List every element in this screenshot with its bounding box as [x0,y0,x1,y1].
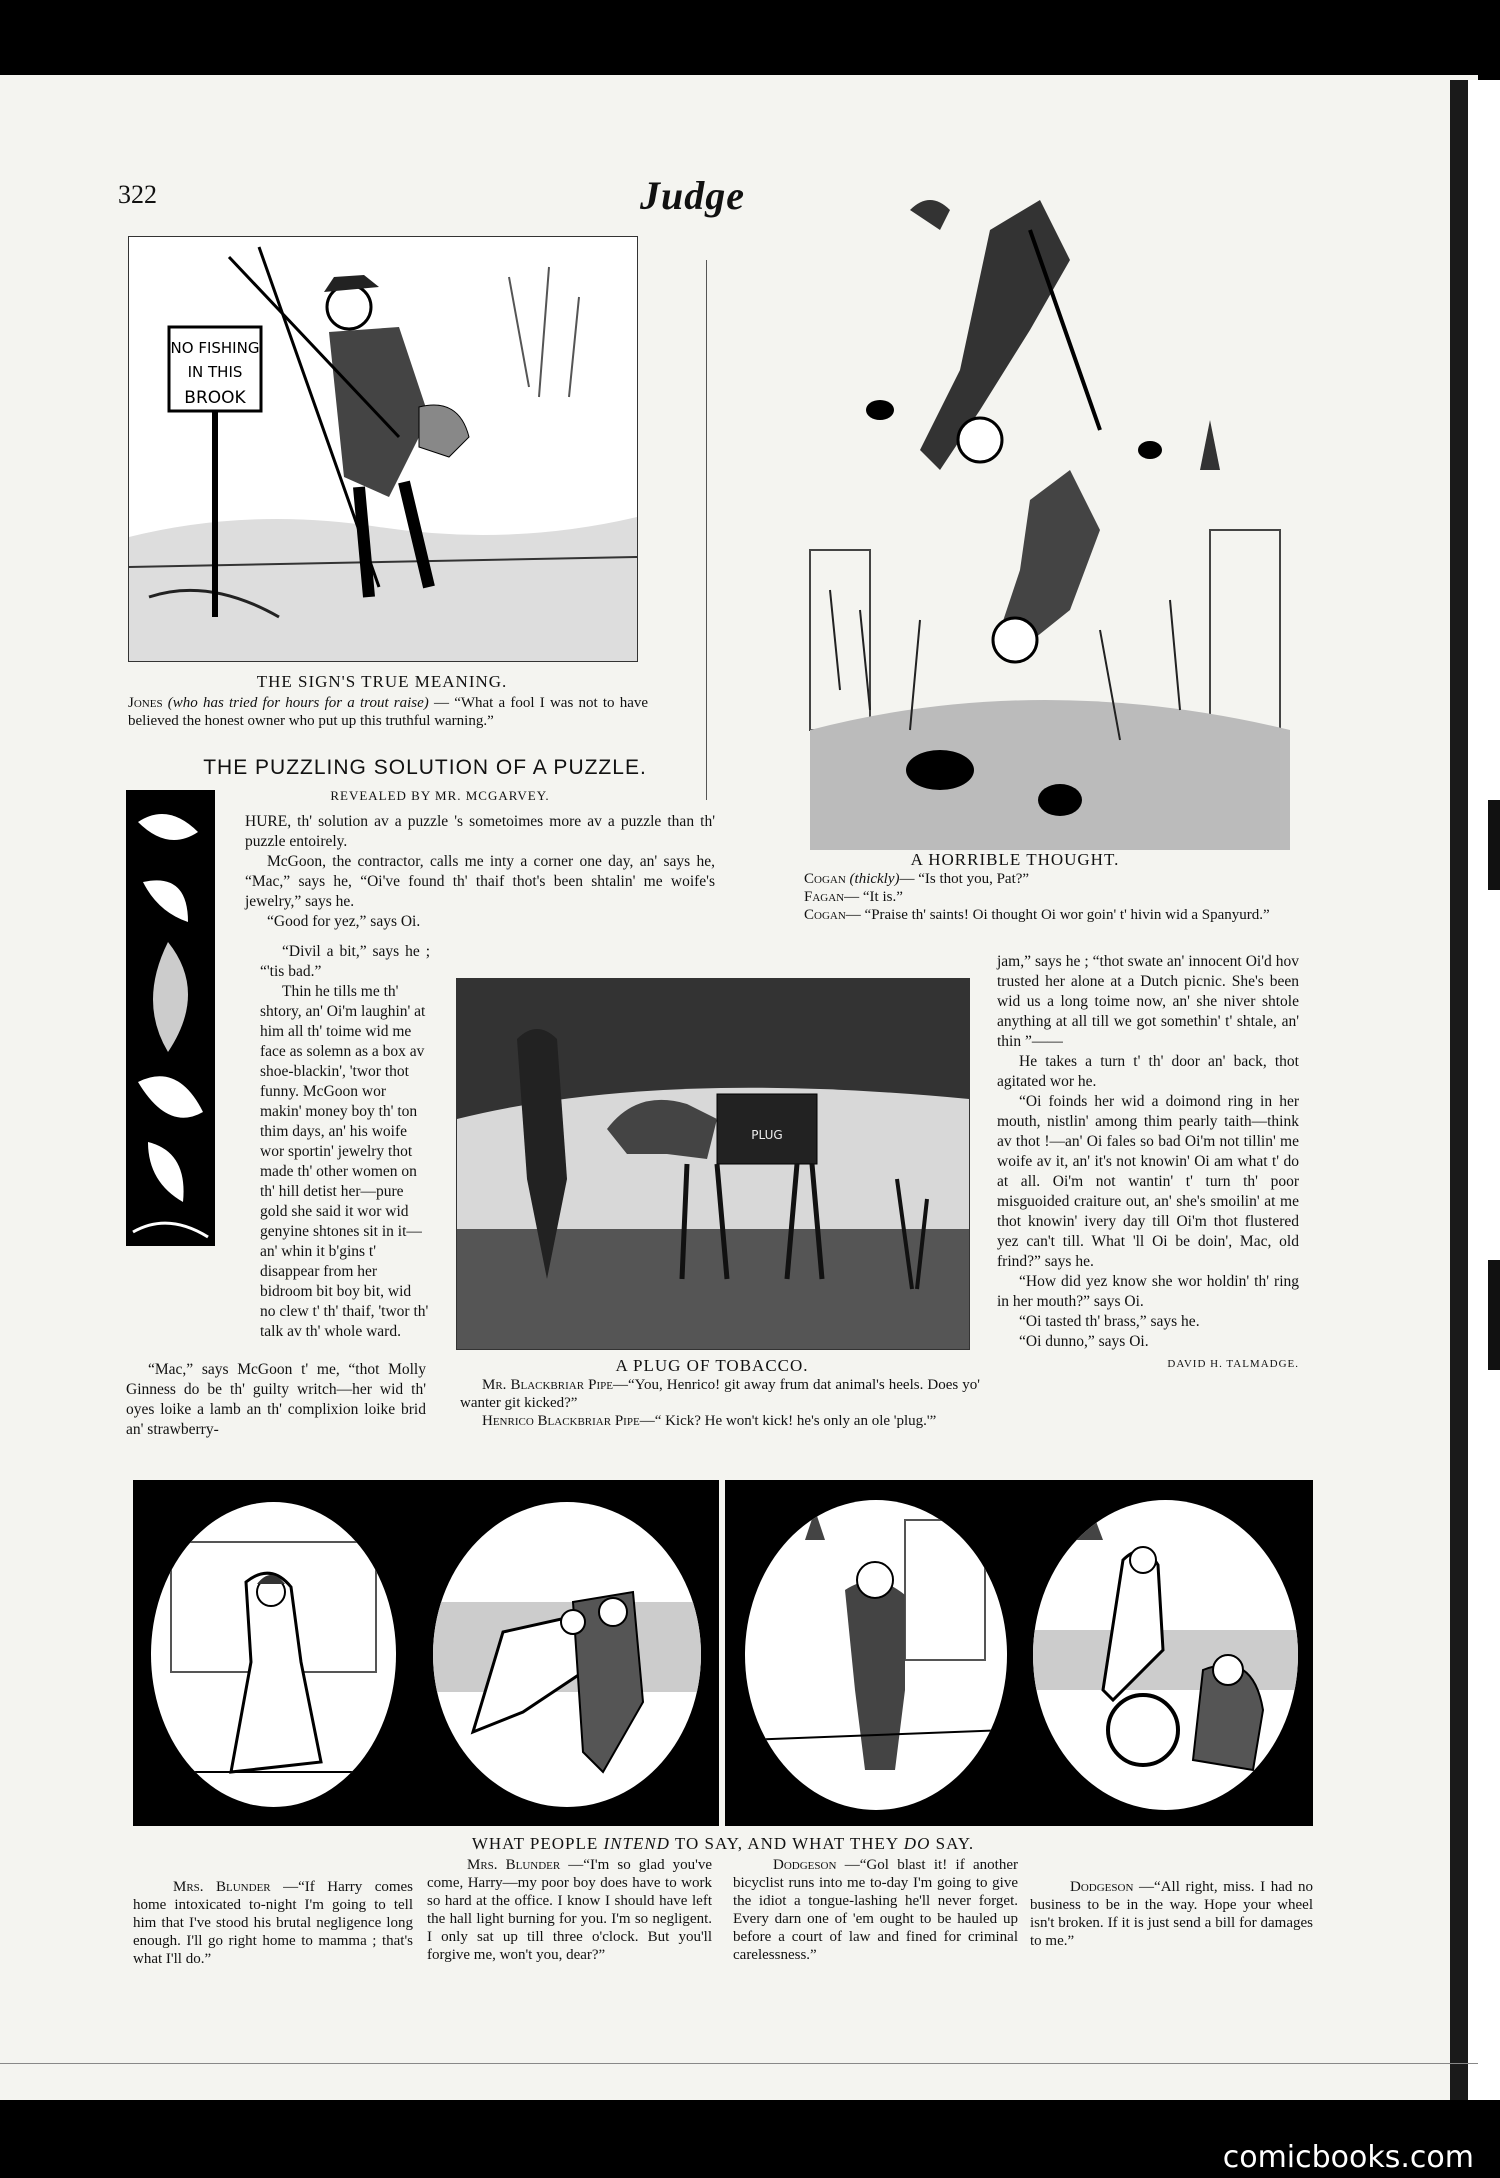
stage-direction: (thickly) [849,871,900,887]
speaker-mrs-blunder: Mrs. Blunder [467,1857,561,1873]
binding-spine [1450,80,1468,2100]
panel-dodgeson-intend [745,1500,1007,1810]
sign-line-1: NO FISHING [170,339,260,357]
story-paragraph: Thin he tills me th' shtory, an' Oi'm laughin' at him all th' toime wid me face as solemn as a box av shoe-blackin', 'twor thot funny. McGoon wor makin' money boy th' ton thim days, an' his woife wor sportin' jewelry thot made th' other women on th' hill detist her—pure gold she said it wor wid genyine shtones sit in it—an' whin it b'gins t' disappear from her bidroom bit boy bit, wid no clew t' th' thaif, 'twor th' talk av th' whole ward. [260,983,429,1340]
speaker-dodgeson: Dodgeson [773,1857,837,1873]
bicycle-wheel [1108,1695,1178,1765]
strip-text-2 [427,1856,712,1964]
facing-page-mark [1488,1260,1500,1370]
story-paragraph: “Oi tasted th' brass,” says he. [1019,1313,1200,1330]
art-nouveau-ornament [126,790,215,1246]
strip-text-4 [1030,1878,1313,1950]
panel-mrs-blunder-say [433,1502,701,1807]
column-divider [706,260,707,800]
speaker-blackbriar-pipe: Mr. Blackbriar Pipe [482,1377,613,1393]
story-paragraph: He takes a turn t' th' door an' back, thot agitated wor he. [997,1053,1299,1090]
speaker-cogan: Cogan [804,907,846,923]
facing-page-edge [1468,80,1500,2100]
story-paragraph: “How did yez know she wor holdin' th' ring in her mouth?” says Oi. [997,1273,1299,1310]
facing-page-mark [1488,800,1500,890]
story-paragraph: “Divil a bit,” says he ; “'tis bad.” [260,943,430,980]
story-byline: REVEALED BY MR. MCGARVEY. [330,788,550,803]
jones-dialogue: — “What a fool I was not to have believed the honest owner who put up this truthful warning.” [128,695,649,729]
sign-line-3: BROOK [184,388,246,408]
speaker-jones: Jones [128,695,163,711]
sign-line-2: IN THIS [187,363,243,381]
strip-caption-do: DO [903,1834,931,1853]
speaker-fagan: Fagan [804,889,845,905]
woman-waiting-drawing [151,1502,396,1807]
author-signature: DAVID H. TALMADGE. [1167,1358,1299,1370]
story-title: THE PUZZLING SOLUTION OF A PUZZLE. [203,756,647,779]
plug-cartoon-illustration [456,978,970,1350]
story-lower-column [126,1360,426,1440]
page-number: 322 [118,180,157,209]
horse-and-pipe-drawing [457,979,969,1349]
sign-cartoon-caption: THE SIGN'S TRUE MEANING. [256,672,508,691]
speaker-cogan: Cogan [804,871,846,887]
horrible-thought-dialogue [772,870,1302,924]
story-opening [245,812,715,932]
speaker-dodgeson: Dodgeson [1070,1879,1134,1895]
cogan-line-2: — “Praise th' saints! Oi thought Oi wor goin' t' hivin wid a Spanyurd.” [845,907,1270,923]
fisherman-drawing [129,237,637,661]
watermark: comicbooks.com [1222,2140,1474,2175]
story-paragraph: HURE, th' solution av a puzzle 's sometoimes more av a puzzle than th' puzzle entoirely. [245,813,715,850]
plug-cartoon-dialogue [460,1376,980,1430]
strip-do-panel-group [725,1480,1313,1826]
page-bottom-rule [0,2063,1478,2064]
strip-caption-part: SAY. [930,1834,975,1853]
story-narrow-column [260,942,430,1342]
plug-cartoon-caption: A PLUG OF TOBACCO. [615,1356,809,1375]
strip-intend-panel-group [133,1480,719,1826]
strip-text-1 [133,1878,413,1968]
panel-1-text: —“If Harry comes home intoxicated to-night I'm going to tell him that I've stood his brutal negligence long enough. I'll go right home to mamma ; that's what I'll do.” [133,1879,414,1967]
explosion-drawing [770,170,1310,850]
panel-dodgeson-say [1033,1500,1298,1810]
masthead-logo: Judge [640,173,745,218]
henrico-line: —“ Kick? He won't kick! he's only an ole 'plug.'” [639,1413,937,1429]
panel-2-text: —“I'm so glad you've come, Harry—my poor boy does have to work so hard at the office. I know I should have left the hall light burning for you. I'm so negligent. I only sat up till three o'clock. But you'll forgive me, won't you, dear?” [427,1857,713,1963]
story-paragraph: jam,” says he ; “thot swate an' innocent Oi'd hov trusted her alone at a Dutch picnic. She's been wid us a long toime now, an' she niver shtole anything at all till we got somethin' t' shtale, an' thin ”—— [997,953,1299,1050]
panel-mrs-blunder-intend [151,1502,396,1807]
speaker-mrs-blunder: Mrs. Blunder [173,1879,271,1895]
ornament-drawing [128,792,213,1244]
story-paragraph: “Good for yez,” says Oi. [267,913,421,930]
stage-direction: (who has tried for hours for a trout raise) [167,695,429,711]
strip-caption-part: WHAT PEOPLE [471,1834,604,1853]
bicycle-collision-drawing [1033,1500,1298,1810]
plug-label: PLUG [751,1128,783,1142]
man-walking-drawing [745,1500,1007,1810]
fagan-line: — “It is.” [844,889,903,905]
blackbriar-line: —“You, Henrico! git away frum dat animal's heels. Does yo' wanter git kicked?” [460,1377,980,1411]
strip-text-3 [733,1856,1018,1964]
story-paragraph: McGoon, the contractor, calls me inty a corner one day, an' says he, “Mac,” says he, “Oi've found th' thaif thot's been shtalin' me woife's jewelry,” says he. [245,853,715,910]
strip-caption [133,1834,1313,1854]
story-paragraph: “Mac,” says McGoon t' me, “thot Molly Ginness do be th' guilty writch—her wid th' oyes loike a lamb an th' complixion loike brid an' strawberry- [126,1361,426,1438]
horrible-thought-caption: A HORRIBLE THOUGHT. [910,850,1120,869]
strip-caption-intend: INTEND [603,1834,670,1853]
cogan-line-1: — “Is thot you, Pat?” [899,871,1030,887]
horrible-thought-illustration [770,170,1310,850]
panel-3-text: —“Gol blast it! if another bicyclist runs into me to-day I'm going to give the idiot a tongue-lashing he'll never forget. Every darn one of 'em ought to be hauled up before a court of law and fined for criminal carelessness.” [733,1857,1018,1963]
speaker-henrico: Henrico Blackbriar Pipe [482,1413,640,1429]
story-paragraph: “Oi foinds her wid a doimond ring in her mouth, nistlin' among thim pearly taith—think av thot !—an' Oi fales so bad Oi'm not tillin' me woife av it, an' it's not knowin' Oi am what t' do at all. Oi'm not wantin' t' turn th' poor misguoided craiture out, an' she's smoilin' at me thot knowin' ivery day till Oi'm thot flustered yez can't till. What 'll Oi be doin', Mac, old frind?” says he. [997,1093,1299,1270]
story-continued-column [997,952,1299,1374]
sign-cartoon-dialogue [128,694,648,730]
couple-drawing [433,1502,701,1807]
strip-caption-part: TO SAY, AND WHAT THEY [669,1834,904,1853]
sign-cartoon-illustration [128,236,638,662]
story-paragraph: “Oi dunno,” says Oi. [1019,1333,1149,1350]
panel-4-text: —“All right, miss. I had no business to be in the way. Hope your wheel isn't broken. If it is just send a bill for damages to me.” [1030,1879,1314,1949]
